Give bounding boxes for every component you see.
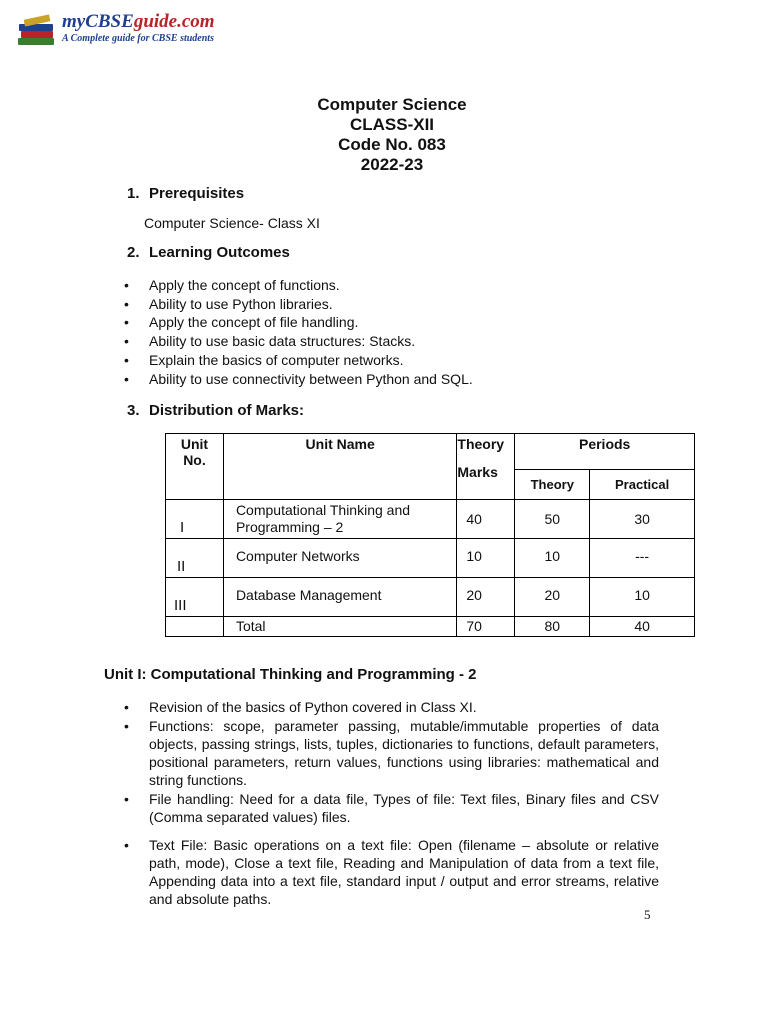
table-row [166, 539, 695, 578]
total-theory-periods: 80 [515, 617, 590, 637]
books-icon [16, 12, 58, 46]
page-number: 5 [644, 907, 651, 922]
header-periods-theory: Theory [515, 470, 590, 500]
learning-outcomes-list [124, 276, 473, 388]
learning-outcomes-heading: 2. Learning Outcomes [127, 244, 290, 261]
unit-name: Database Management [223, 578, 456, 617]
list-item: • Functions: scope, parameter passing, mutable/immutable properties of data objects, passing strings, lists, tuples, dictionaries to functions, default parameters, positional parameters, return values, functions using libraries: mathematical and string functions. [124, 717, 659, 789]
total-label: Total [223, 617, 456, 637]
unit-marks: 10 [457, 539, 515, 578]
header-theory-marks: Theory Marks [457, 434, 515, 500]
table-total-row [166, 617, 695, 637]
table-row [166, 500, 695, 539]
list-item: • Apply the concept of functions. [124, 276, 473, 295]
title-code: Code No. 083 [338, 135, 446, 154]
table-row [166, 578, 695, 617]
list-item: • Ability to use basic data structures: Stacks. [124, 332, 473, 351]
logo-tagline: A Complete guide for CBSE students [62, 33, 214, 44]
unit-number: II [166, 539, 224, 578]
unit-name: Computational Thinking and Programming – 2 [223, 500, 456, 539]
header-periods: Periods [515, 434, 695, 470]
unit-practical-periods: 30 [590, 500, 695, 539]
unit-theory-periods: 20 [515, 578, 590, 617]
list-item: • Revision of the basics of Python covered in Class XI. [124, 698, 659, 716]
unit-marks: 40 [457, 500, 515, 539]
list-item: • File handling: Need for a data file, Types of file: Text files, Binary files and CSV (Comma separated values) files. [124, 790, 659, 826]
site-logo [16, 12, 215, 46]
logo-name: myCBSEguide.com [62, 11, 215, 32]
unit-theory-periods: 50 [515, 500, 590, 539]
title-class: CLASS-XII [349, 115, 435, 134]
header-periods-practical: Practical [590, 470, 695, 500]
list-item: • Ability to use Python libraries. [124, 295, 473, 314]
total-marks: 70 [457, 617, 515, 637]
list-item: • Explain the basics of computer networks. [124, 351, 473, 370]
total-practical-periods: 40 [590, 617, 695, 637]
document-title [0, 95, 768, 175]
unit-theory-periods: 10 [515, 539, 590, 578]
list-item: • Apply the concept of file handling. [124, 313, 473, 332]
marks-table [165, 433, 695, 637]
unit1-list [124, 698, 659, 908]
title-year: 2022-23 [360, 155, 424, 174]
unit-marks: 20 [457, 578, 515, 617]
unit1-heading: Unit I: Computational Thinking and Programming - 2 [104, 666, 477, 683]
prerequisites-text: Computer Science- Class XI [144, 215, 320, 231]
list-item: • Ability to use connectivity between Python and SQL. [124, 370, 473, 389]
title-subject: Computer Science [317, 95, 467, 114]
prerequisites-heading: 1. Prerequisites [127, 185, 245, 202]
distribution-heading: 3. Distribution of Marks: [127, 402, 305, 419]
header-unit-name: Unit Name [223, 434, 456, 500]
header-unit-no: Unit No. [166, 434, 224, 500]
unit-name: Computer Networks [223, 539, 456, 578]
list-item: • Text File: Basic operations on a text file: Open (filename – absolute or relative path, mode), Close a text file, Reading and Manipulation of data from a text file, Appending data into a text file, standard input / output and error streams, relative and absolute paths. [124, 836, 659, 908]
unit-number: I [166, 500, 224, 539]
unit-number: III [166, 578, 224, 617]
unit-practical-periods: 10 [590, 578, 695, 617]
unit-practical-periods: --- [590, 539, 695, 578]
